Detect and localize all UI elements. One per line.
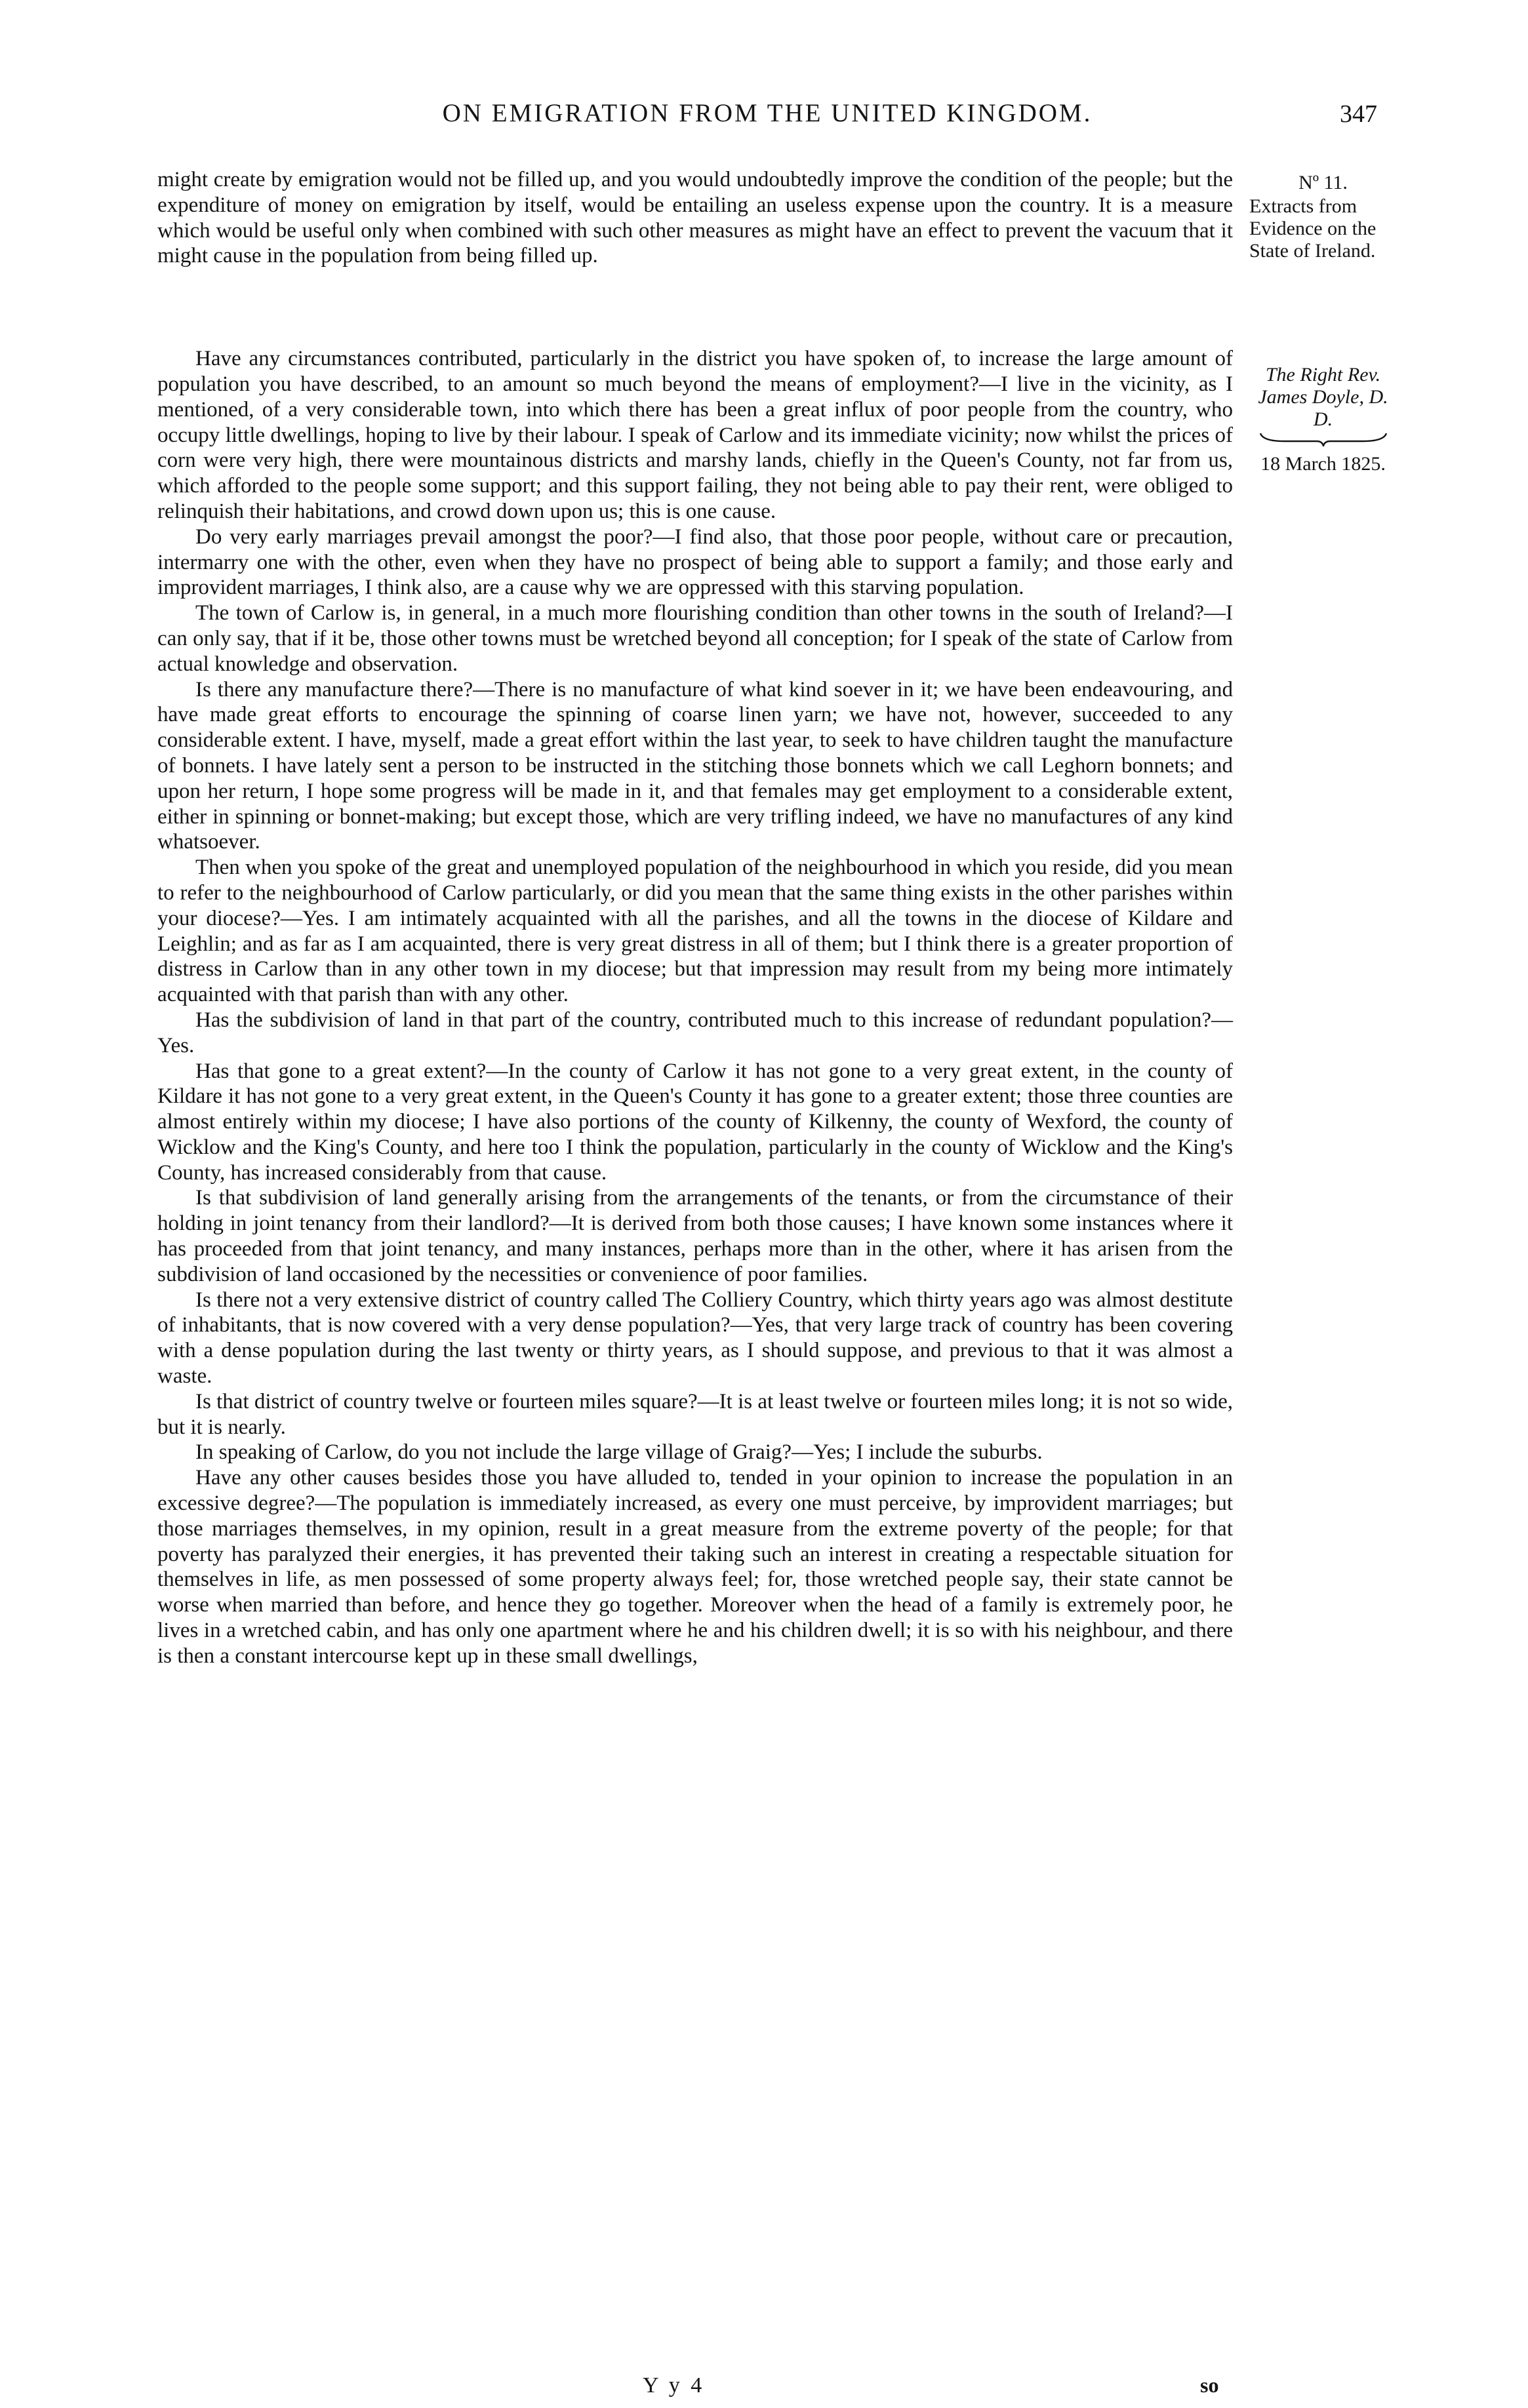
paragraph: Do very early marriages prevail amongst the poor?—I find also, that those poor people, without care or precaution, intermarry one with the other, even when they have no prospect of being able to support a family; and those early and improvident marriages, I think also, are a cause why we are oppressed with this starving population. — [157, 524, 1233, 600]
margin-note-witness — [1249, 364, 1397, 475]
paragraph: Is that district of country twelve or fourteen miles square?—It is at least twelve or fourteen miles long; it is not so wide, but it is nearly. — [157, 1389, 1233, 1439]
catchword: so — [1200, 2373, 1219, 2397]
brace-icon — [1258, 432, 1389, 446]
paragraph: Then when you spoke of the great and unemployed population of the neighbourhood in which you reside, did you mean to refer to the neighbourhood of Carlow particularly, or did you mean that the same thing exists in the other parishes within your diocese?—Yes. I am intimately acquainted with all the parishes, and all the towns in the diocese of Kildare and Leighlin; and as far as I am acquainted, there is very great distress in all of them; but I think there is a greater proportion of distress in Carlow than in any other town in my diocese; but that impression may result from my being more intimately acquainted with that parish than with any other. — [157, 856, 1233, 1007]
signature-mark: Y y 4 — [643, 2373, 705, 2398]
testimony-date: 18 March 1825. — [1260, 453, 1386, 475]
paragraph: The town of Carlow is, in general, in a much more flourishing condition than other towns in the south of Ireland?—I can only say, that if it be, those other towns must be wretched beyond all conception; for I speak of the state of Carlow from actual knowledge and observation. — [157, 601, 1233, 676]
paragraph: Has that gone to a great extent?—In the county of Carlow it has not gone to a very great extent, in the county of Kildare it has not gone to a very great extent, in the Queen's County it has gone to a greater extent; those three counties are almost entirely within my diocese; I have also portions of the county of Kilkenny, the county of Wexford, the county of Wicklow and the King's County, and here too I think the population, particularly in the county of Wicklow and the King's County, has increased considerably from that cause. — [157, 1059, 1233, 1185]
paragraph: In speaking of Carlow, do you not include the large village of Graig?—Yes; I include the suburbs. — [195, 1440, 1043, 1465]
paragraph: Have any other causes besides those you have alluded to, tended in your opinion to increase the population in an excessive degree?—The population is immediately increased, as every one must perceive, by improvident marriages; but those marriages themselves, in my opinion, result in a great measure from the extreme poverty of the people; for that poverty has paralyzed their energies, it has prevented their taking such an interest in creating a respectable situation for themselves in life, as men possessed of some property always feel; for, those wretched people say, their state cannot be worse when married than before, and hence they go together. Moreover when the head of a family is extremely poor, he lives in a wretched cabin, and has only one apartment where he and his children dwell; it is so with his neighbour, and there is then a constant intercourse kept up in these small dwellings, — [157, 1466, 1233, 1668]
paragraph: Is there any manufacture there?—There is no manufacture of what kind soever in it; we have been endeavouring, and have made great efforts to encourage the spinning of coarse linen yarn; we have not, however, succeeded to any considerable extent. I have, myself, made a great effort within the last year, to seek to have children taught the manufacture of bonnets. I have lately sent a person to be instructed in the stitching those bonnets which we call Leghorn bonnets; and upon her return, I hope some progress will be made in it, and that females may get employment to a considerable extent, either in spinning or bonnet-making; but except those, which are very trifling indeed, we have no manufactures of any kind whatsoever. — [157, 677, 1233, 854]
section-note: Extracts from Evidence on the State of Ireland. — [1249, 195, 1377, 262]
page-header — [157, 98, 1377, 138]
paragraph: might create by emigration would not be filled up, and you would undoubtedly improve the condition of the people; but the expenditure of money on emigration by itself, would be entailing an useless expense upon the country. It is a measure which would be useful only when combined with such other measures as might have an effect to prevent the vacuum that it might cause in the population from being filled up. — [157, 168, 1233, 268]
paragraph: Is that subdivision of land generally arising from the arrangements of the tenants, or from the circumstance of their holding in joint tenancy from their landlord?—It is derived from both those causes; I have known some instances where it has proceeded from that joint tenancy, and many instances, perhaps more than in the other, where it has arisen from the subdivision of land occasioned by the necessities or convenience of poor families. — [157, 1186, 1233, 1286]
section-gap — [157, 269, 1233, 346]
witness-name: The Right Rev. James Doyle, D. D. — [1258, 364, 1388, 430]
margin-note-section — [1249, 172, 1397, 262]
body-text — [157, 167, 1233, 1669]
page-number: 347 — [1340, 100, 1377, 128]
running-head: ON EMIGRATION FROM THE UNITED KINGDOM. — [442, 99, 1093, 127]
paragraph: Is there not a very extensive district of country called The Colliery Country, which thirty years ago was almost destitute of inhabitants, that is now covered with a very dense population?—Yes, that very large track of country has been covering with a dense population during the last twenty or thirty years, as I should suppose, and previous to that it was almost a waste. — [157, 1288, 1233, 1389]
paragraph: Has the subdivision of land in that part of the country, contributed much to this increase of redundant population?—Yes. — [157, 1008, 1233, 1057]
section-number: Nº 11. — [1298, 172, 1348, 193]
paragraph: Have any circumstances contributed, particularly in the district you have spoken of, to increase the large amount of population you have described, to an amount so much beyond the means of employment?—I live in the vicinity, as I mentioned, of a very considerable town, into which there has been a great influx of poor people from the country, who occupy little dwellings, hoping to live by their labour. I speak of Carlow and its immediate vicinity; now whilst the prices of corn were very high, there were mountainous districts and marshy lands, chiefly in the Queen's County, not far from us, which afforded to the people some support; and this support failing, they not being able to pay their rent, were obliged to relinquish their habitations, and crowd down upon us; this is one cause. — [157, 347, 1233, 523]
